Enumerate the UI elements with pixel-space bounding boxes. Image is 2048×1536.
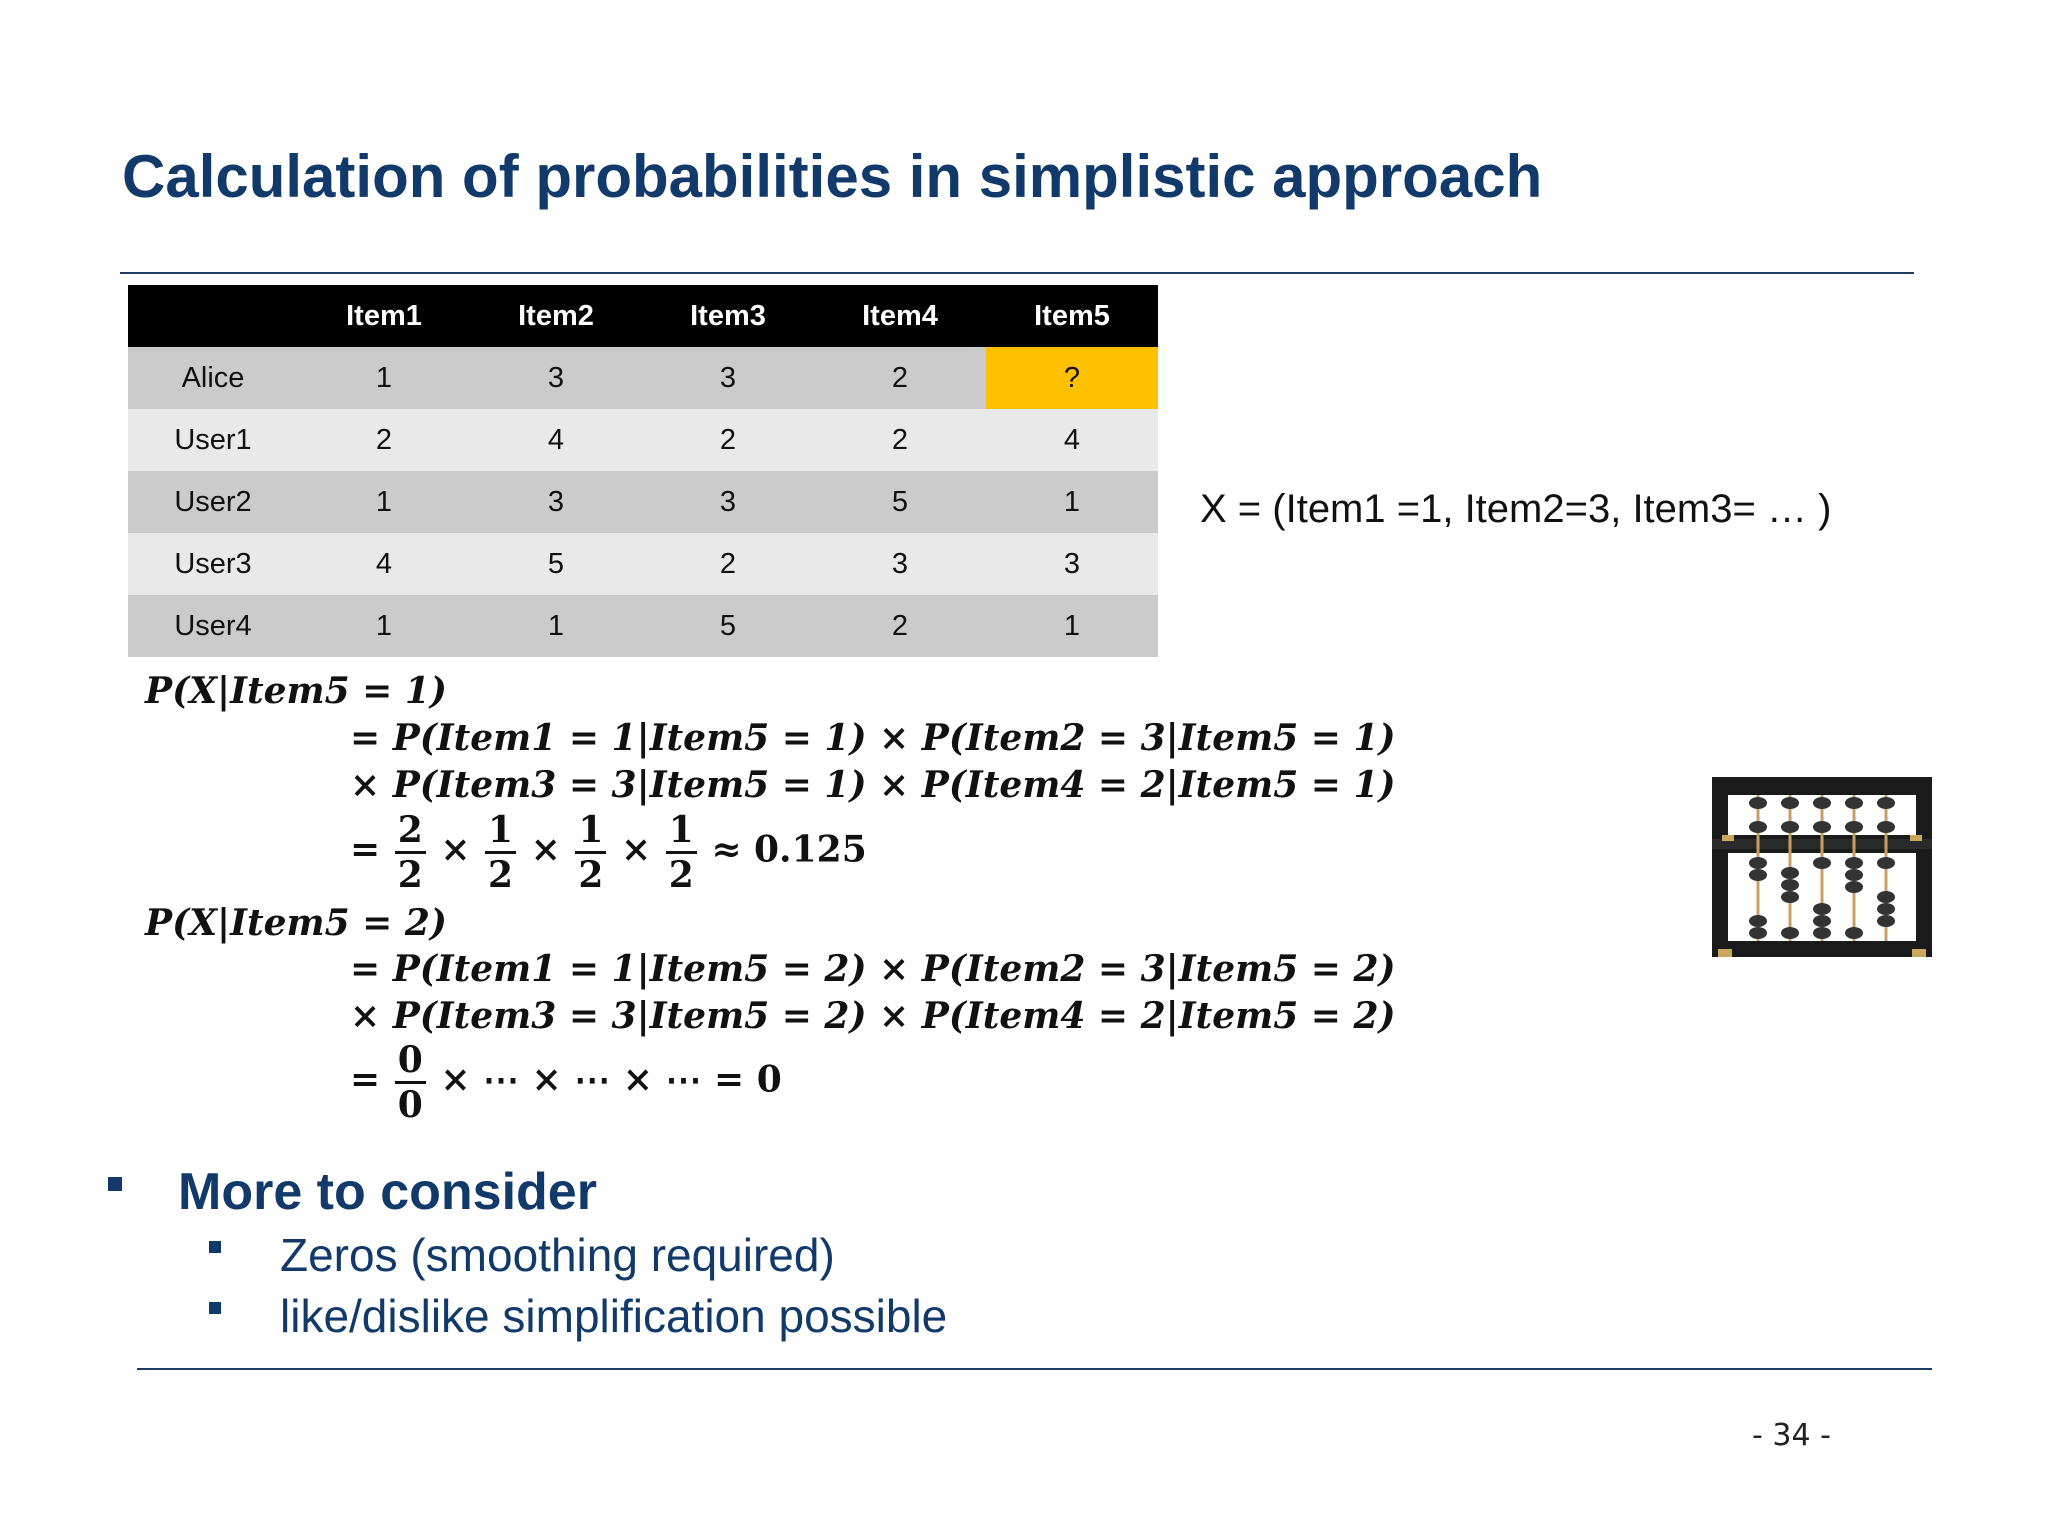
header-cell: Item5 <box>986 285 1158 347</box>
table-row <box>128 347 1158 409</box>
formula1-head: P(X|Item5 = 1) <box>145 670 447 712</box>
table-cell: 2 <box>298 409 470 471</box>
table-row <box>128 471 1158 533</box>
fraction-numerator: 1 <box>575 812 606 854</box>
bullet-sub-like-dislike: like/dislike simplification possible <box>280 1290 948 1342</box>
fraction-denominator: 2 <box>488 854 514 896</box>
fraction <box>666 809 697 896</box>
header-cell: Item4 <box>814 285 986 347</box>
times-sign: × <box>530 828 561 871</box>
fraction-denominator: 0 <box>397 1084 423 1126</box>
formula2-line1: = P(Item1 = 1|Item5 = 2) × P(Item2 = 3|Item5 = 2) <box>350 948 1396 990</box>
x-expression: X = (Item1 =1, Item2=3, Item3= … ) <box>1200 487 1832 531</box>
table-cell: 2 <box>814 595 986 657</box>
table-row <box>128 409 1158 471</box>
formula2-line2: × P(Item3 = 3|Item5 = 2) × P(Item4 = 2|Item5 = 2) <box>350 995 1396 1037</box>
fraction-denominator: 2 <box>668 854 694 896</box>
header-cell: Item1 <box>298 285 470 347</box>
formula1-fraction-line <box>350 809 867 896</box>
table-cell: 3 <box>470 471 642 533</box>
times-sign: × <box>620 828 652 871</box>
table-cell: User2 <box>128 471 298 533</box>
table-cell: 4 <box>986 409 1158 471</box>
fraction <box>395 1039 426 1126</box>
equals-sign: = <box>350 1058 381 1101</box>
table-cell: 1 <box>298 347 470 409</box>
table-cell: 2 <box>642 533 814 595</box>
highlighted-unknown-cell: ? <box>986 347 1158 409</box>
slide-title: Calculation of probabilities in simplistic approach <box>122 143 1543 210</box>
bullet-main: More to consider <box>178 1163 597 1221</box>
table-cell: 3 <box>470 347 642 409</box>
bullet-sub-zeros: Zeros (smoothing required) <box>280 1229 835 1281</box>
page-number: - 34 - <box>1752 1418 1831 1453</box>
formula2-rest: × ⋯ × ⋯ × ⋯ = 0 <box>440 1058 782 1101</box>
table-cell: 1 <box>298 471 470 533</box>
bottom-divider <box>137 1368 1932 1370</box>
header-cell <box>128 285 298 347</box>
header-cell: Item3 <box>642 285 814 347</box>
bullet-square <box>209 1241 221 1253</box>
equals-sign: = <box>350 828 381 871</box>
table-cell: 3 <box>814 533 986 595</box>
times-sign: × <box>440 828 471 871</box>
fraction <box>575 809 606 896</box>
fraction-numerator: 0 <box>395 1042 426 1084</box>
bullet-square <box>108 1177 122 1191</box>
table-cell: User3 <box>128 533 298 595</box>
formula2-head: P(X|Item5 = 2) <box>145 902 447 944</box>
table-cell: 2 <box>814 409 986 471</box>
table-cell: 1 <box>298 595 470 657</box>
table-cell: 2 <box>642 409 814 471</box>
ratings-table <box>128 285 1158 657</box>
fraction-numerator: 2 <box>395 812 426 854</box>
table-cell: 3 <box>642 347 814 409</box>
table-cell: 4 <box>298 533 470 595</box>
table-cell: 1 <box>470 595 642 657</box>
table-cell: User4 <box>128 595 298 657</box>
table-cell: 5 <box>470 533 642 595</box>
table-cell: 2 <box>814 347 986 409</box>
bullet-square <box>209 1302 221 1314</box>
table-header-row <box>128 285 1158 347</box>
formula1-line2: × P(Item3 = 3|Item5 = 1) × P(Item4 = 2|Item5 = 1) <box>350 764 1396 806</box>
fraction-denominator: 2 <box>397 854 423 896</box>
table-cell: 4 <box>470 409 642 471</box>
fraction-numerator: 1 <box>666 812 697 854</box>
formula2-fraction-line <box>350 1039 782 1126</box>
header-cell: Item2 <box>470 285 642 347</box>
abacus-icon <box>1708 773 1936 961</box>
fraction-numerator: 1 <box>485 812 516 854</box>
fraction <box>395 809 426 896</box>
table-cell: Alice <box>128 347 298 409</box>
table-cell: 5 <box>642 595 814 657</box>
table-row <box>128 595 1158 657</box>
formula1-line1: = P(Item1 = 1|Item5 = 1) × P(Item2 = 3|Item5 = 1) <box>350 717 1396 759</box>
table-cell: User1 <box>128 409 298 471</box>
formula1-result: ≈ 0.125 <box>711 828 867 871</box>
top-divider <box>120 272 1914 274</box>
table-cell: 1 <box>986 595 1158 657</box>
table-cell: 3 <box>642 471 814 533</box>
fraction <box>485 809 516 896</box>
table-cell: 5 <box>814 471 986 533</box>
table-cell: 3 <box>986 533 1158 595</box>
fraction-denominator: 2 <box>578 854 604 896</box>
table-cell: 1 <box>986 471 1158 533</box>
table-row <box>128 533 1158 595</box>
